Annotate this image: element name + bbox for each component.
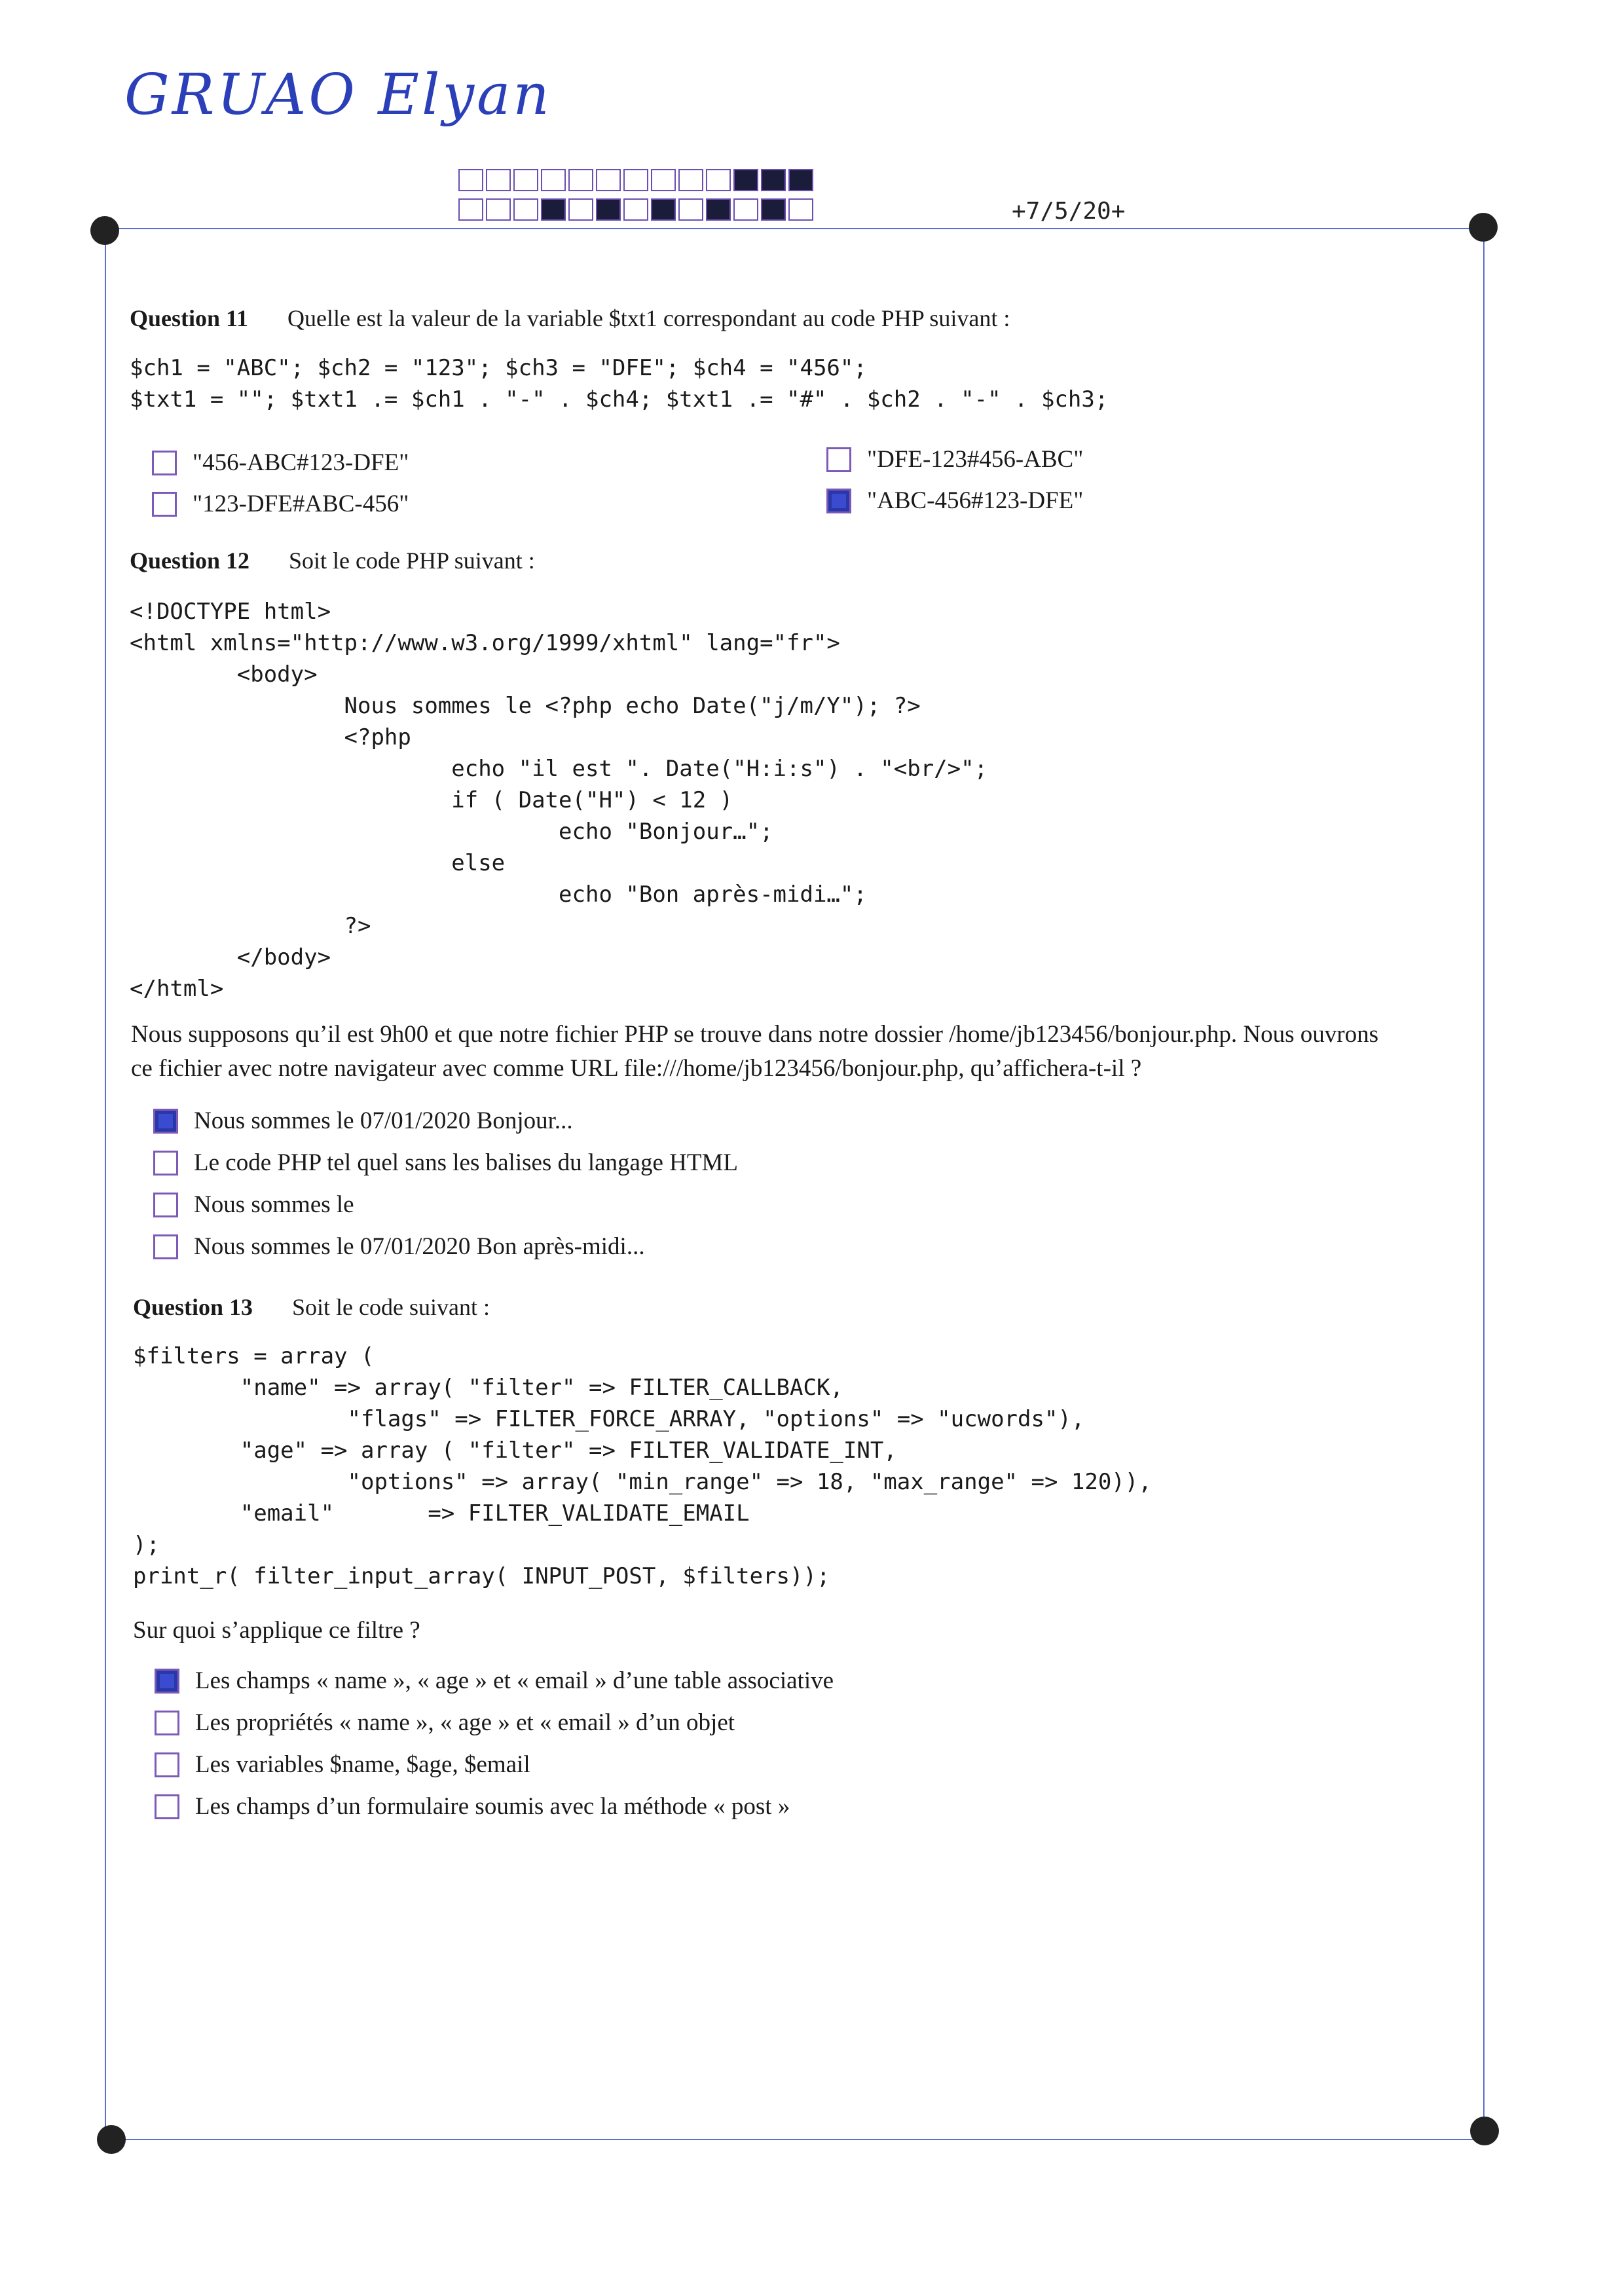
question-13-text: Sur quoi s’applique ce filtre ?: [133, 1617, 420, 1644]
q13-option-4[interactable]: [155, 1792, 790, 1821]
barcode-cell: [733, 169, 758, 191]
q13-option-1[interactable]: [155, 1667, 834, 1695]
option-label: Les champs d’un formulaire soumis avec la méthode « post »: [195, 1793, 790, 1820]
corner-marker-bottom-left: [97, 2125, 126, 2154]
option-label: Le code PHP tel quel sans les balises du langage HTML: [194, 1149, 738, 1176]
barcode-cell: [568, 169, 593, 191]
checkbox[interactable]: [152, 451, 177, 475]
barcode-cell: [458, 169, 483, 191]
option-label: Les variables $name, $age, $email: [195, 1751, 530, 1778]
barcode-cell: [678, 198, 703, 221]
barcode-cell: [486, 198, 511, 221]
barcode-cell: [706, 198, 731, 221]
option-label: "123-DFE#ABC-456": [193, 491, 409, 517]
question-number: Question 12: [130, 547, 250, 574]
corner-marker-top-right: [1469, 213, 1498, 242]
q11-option-1[interactable]: [152, 449, 409, 477]
barcode-cell: [486, 169, 511, 191]
frame-left: [105, 228, 106, 2140]
barcode-cell: [541, 169, 566, 191]
barcode-cell: [733, 198, 758, 221]
option-label: Nous sommes le 07/01/2020 Bon après-midi...: [194, 1233, 645, 1260]
barcode-cell: [513, 169, 538, 191]
barcode-row-1: [458, 169, 816, 194]
q11-option-4[interactable]: [826, 487, 1083, 515]
option-label: Nous sommes le: [194, 1191, 354, 1218]
checkbox[interactable]: [826, 489, 851, 513]
checkbox[interactable]: [153, 1193, 178, 1217]
page-id: +7/5/20+: [1012, 198, 1126, 225]
barcode-cell: [788, 198, 813, 221]
checkbox[interactable]: [152, 492, 177, 517]
question-13-code: $filters = array ( "name" => array( "filter" => FILTER_CALLBACK, "flags" => FILTER_FORCE_ARRAY, "options" => "ucwords"), "age" => array ( "filter" => FILTER_VALIDATE_INT, "options" => array( "min_range" => 18, "max_range" => 120)), "email" => FILTER_VALIDATE_EMAIL ); print_r( filter_input_array( INPUT_POST, $filters));: [133, 1343, 1152, 1589]
frame-bottom: [105, 2139, 1485, 2140]
question-12-header: [130, 547, 535, 574]
checkbox[interactable]: [155, 1794, 179, 1819]
barcode-cell: [706, 169, 731, 191]
question-prompt: Quelle est la valeur de la variable $txt1 correspondant au code PHP suivant :: [287, 305, 1010, 331]
question-prompt: Soit le code suivant :: [292, 1294, 490, 1320]
question-13-header: [133, 1293, 490, 1321]
barcode-row-2: [458, 198, 816, 223]
question-12-code: <!DOCTYPE html> <html xmlns="http://www.w3.org/1999/xhtml" lang="fr"> <body> Nous sommes le <?php echo Date("j/m/Y"); ?> <?php echo "il est ". Date("H:i:s") . "<br/>"; if ( Date("H") < 12 ) echo "Bonjour…"; else echo "Bon après-midi…"; ?> </body> </html>: [130, 599, 988, 1002]
checkbox[interactable]: [155, 1711, 179, 1735]
barcode-cell: [761, 198, 786, 221]
corner-marker-top-left: [90, 216, 119, 245]
q13-option-3[interactable]: [155, 1750, 530, 1779]
barcode-cell: [568, 198, 593, 221]
checkbox[interactable]: [155, 1752, 179, 1777]
q11-option-2[interactable]: [152, 490, 409, 518]
barcode-cell: [788, 169, 813, 191]
question-11-code: $ch1 = "ABC"; $ch2 = "123"; $ch3 = "DFE"; $ch4 = "456"; $txt1 = ""; $txt1 .= $ch1 . "-" . $ch4; $txt1 .= "#" . $ch2 . "-" . $ch3;: [130, 355, 1109, 413]
barcode-cell: [596, 169, 621, 191]
question-prompt: Soit le code PHP suivant :: [289, 547, 535, 574]
barcode-cell: [623, 198, 648, 221]
barcode-cell: [596, 198, 621, 221]
q11-option-3[interactable]: [826, 445, 1083, 473]
option-label: Les propriétés « name », « age » et « email » d’un objet: [195, 1709, 735, 1736]
checkbox[interactable]: [153, 1234, 178, 1259]
barcode-cell: [678, 169, 703, 191]
q12-option-2[interactable]: [153, 1149, 738, 1177]
q13-option-2[interactable]: [155, 1709, 735, 1737]
question-12-text-line-2: ce fichier avec notre navigateur avec comme URL file:///home/jb123456/bonjour.php, qu’affichera-t-il ?: [131, 1055, 1142, 1082]
frame-right: [1483, 228, 1485, 2140]
corner-marker-bottom-right: [1470, 2117, 1499, 2145]
student-name: GRUAO Elyan: [124, 62, 552, 128]
q12-option-3[interactable]: [153, 1191, 354, 1219]
option-label: "DFE-123#456-ABC": [867, 446, 1084, 473]
barcode-cell: [651, 198, 676, 221]
barcode-cell: [541, 198, 566, 221]
question-11-header: [130, 305, 1010, 332]
question-number: Question 13: [133, 1294, 253, 1320]
q12-option-1[interactable]: [153, 1107, 573, 1135]
option-label: "456-ABC#123-DFE": [193, 449, 409, 476]
option-label: Les champs « name », « age » et « email » d’une table associative: [195, 1667, 834, 1694]
barcode-cell: [651, 169, 676, 191]
barcode-cell: [458, 198, 483, 221]
question-number: Question 11: [130, 305, 249, 331]
checkbox[interactable]: [153, 1151, 178, 1176]
q12-option-4[interactable]: [153, 1232, 645, 1261]
question-12-text-line-1: Nous supposons qu’il est 9h00 et que notre fichier PHP se trouve dans notre dossier /home/jb123456/bonjour.php. Nous ouvrons: [131, 1021, 1378, 1048]
barcode-cell: [513, 198, 538, 221]
frame-top: [105, 228, 1483, 229]
checkbox[interactable]: [155, 1669, 179, 1694]
option-label: Nous sommes le 07/01/2020 Bonjour...: [194, 1107, 573, 1134]
barcode-cell: [761, 169, 786, 191]
checkbox[interactable]: [826, 447, 851, 472]
checkbox[interactable]: [153, 1109, 178, 1134]
option-label: "ABC-456#123-DFE": [867, 487, 1084, 514]
barcode-cell: [623, 169, 648, 191]
